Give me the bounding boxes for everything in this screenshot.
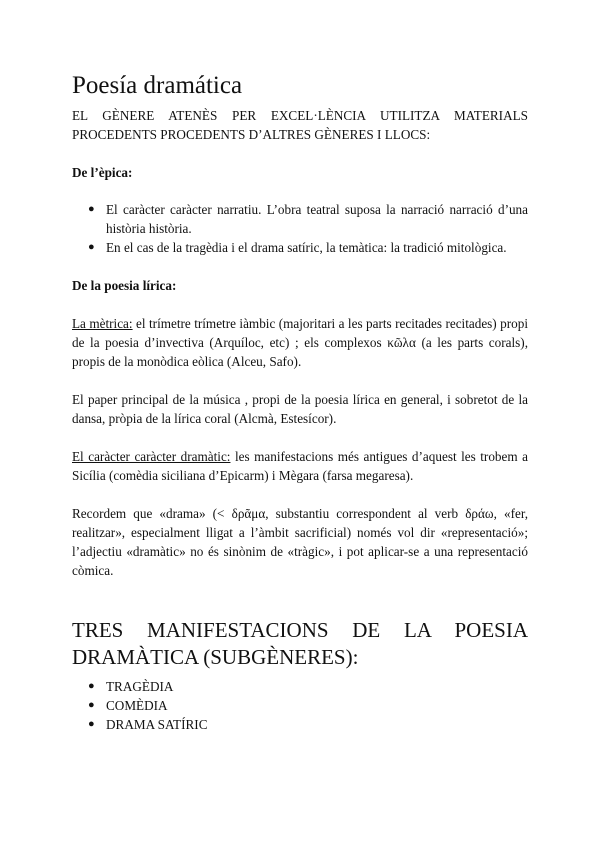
list-item: ● En el cas de la tragèdia i el drama satíric, la temàtica: la tradició mitològica. <box>88 240 507 255</box>
bullet-icon: ● <box>88 241 95 253</box>
metrica-text: el trímetre trímetre iàmbic (majoritari a les parts recitades recitades) propi de la poesia d’invectiva (Arquíloc, etc) ; els complexos κῶλα (a les parts corals), propis de la monòdica eòlica (Alceu, Safo). <box>72 316 528 369</box>
page-title: Poesía dramática <box>72 72 243 99</box>
bullet-icon: ● <box>88 203 95 215</box>
metrica-paragraph <box>72 314 528 371</box>
musica-paragraph: El paper principal de la música , propi de la poesia lírica en general, i sobretot de la dansa, pròpia de la lírica coral (Alcmà, Estesícor). <box>72 392 528 426</box>
list-item: ● TRAGÈDIA <box>88 679 174 694</box>
recordem-paragraph: Recordem que «drama» (< δρᾶμα, substantiu correspondent al verb δράω, «fer, realitzar», especialment lligat a l’àmbit sacrificial) només vol dir «representació»; l’adjectiu «dramàtic» no és sinònim de «tràgic», i pot aplicar-se a una representació còmica. <box>72 506 528 578</box>
dramatic-label: El caràcter caràcter dramàtic: <box>72 449 231 464</box>
list-item: ● COMÈDIA <box>88 698 168 713</box>
lirica-heading: De la poesia lírica: <box>72 278 177 293</box>
subgeneres-heading: TRES MANIFESTACIONS DE LA POESIA DRAMÀTICA (SUBGÈNERES): <box>72 618 528 669</box>
metrica-label: La mètrica: <box>72 316 133 331</box>
subgeneres-list <box>72 677 528 734</box>
document-body <box>72 70 528 734</box>
bullet-icon: ● <box>88 680 95 692</box>
epica-list <box>72 200 528 257</box>
epica-heading: De l’èpica: <box>72 165 133 180</box>
bullet-icon: ● <box>88 718 95 730</box>
intro-paragraph: EL GÈNERE ATENÈS PER EXCEL·LÈNCIA UTILITZA MATERIALS PROCEDENTS PROCEDENTS D’ALTRES GÈNERES I LLOCS: <box>72 108 528 142</box>
list-item: ● El caràcter caràcter narratiu. L’obra teatral suposa la narració narració d’una història història. <box>88 202 528 236</box>
list-item: ● DRAMA SATÍRIC <box>88 717 208 732</box>
bullet-icon: ● <box>88 699 95 711</box>
dramatic-text: les manifestacions més antigues d’aquest les trobem a Sicília (comèdia siciliana d’Epicarm) i Mègara (farsa megaresa). <box>72 449 528 483</box>
dramatic-paragraph <box>72 447 528 485</box>
